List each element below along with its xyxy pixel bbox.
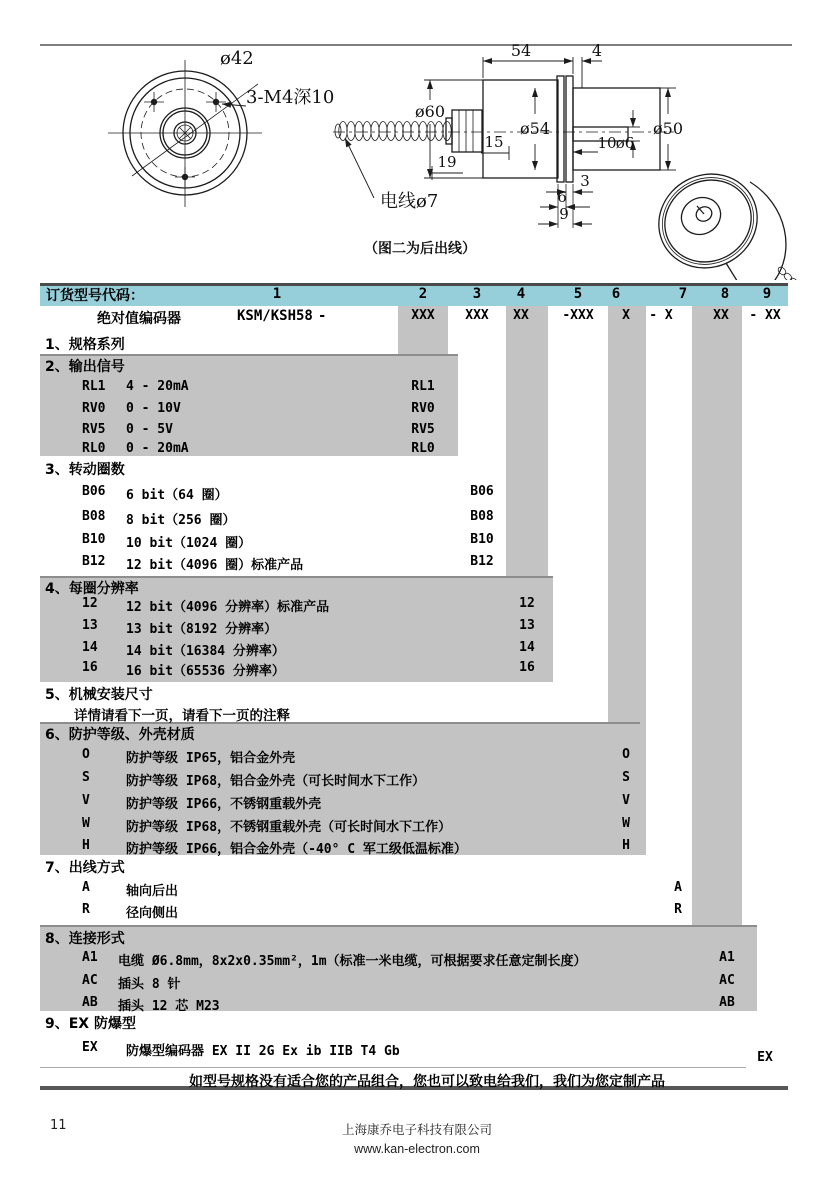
table-row xyxy=(0,793,834,811)
placeholder-col8: XX xyxy=(713,308,729,323)
shaft-housing xyxy=(573,88,660,170)
column-number-1: 1 xyxy=(272,286,282,302)
dim-15: 15 xyxy=(484,133,504,151)
dim-19: 19 xyxy=(437,153,457,171)
row-col-code: RL0 xyxy=(411,441,435,456)
flange-plate-2 xyxy=(566,76,573,182)
placeholder-col2: XXX xyxy=(411,308,435,323)
row-desc: 0 - 5V xyxy=(126,422,173,437)
figure-caption: （图二为后出线） xyxy=(364,241,476,257)
front-holes-label: 3-M4深10 xyxy=(246,87,335,108)
row-col-code: 12 xyxy=(519,596,535,611)
row-code: V xyxy=(82,793,90,808)
table-row xyxy=(0,880,834,898)
model-dash: - xyxy=(318,308,327,324)
cable-gland xyxy=(452,110,482,152)
column-number-7: 7 xyxy=(678,286,688,302)
front-view-drawing xyxy=(108,48,334,207)
section-1-title: 1、规格系列 xyxy=(45,337,125,353)
column-number-8: 8 xyxy=(720,286,730,302)
row-desc: 电缆 Ø6.8mm，8x2x0.35mm²，1m（标准一米电缆，可根据要求任意定制长度） xyxy=(118,954,587,969)
row-col-code: B08 xyxy=(470,509,494,524)
row-desc: 12 bit（4096 分辨率）标准产品 xyxy=(126,600,330,615)
table-row xyxy=(0,747,834,765)
column-number-3: 3 xyxy=(472,286,482,302)
technical-drawings xyxy=(0,0,834,280)
row-desc: 8 bit（256 圈） xyxy=(126,513,236,528)
row-desc: 6 bit（64 圈） xyxy=(126,488,228,503)
row-col-code: A1 xyxy=(719,950,735,965)
row-col-code: AB xyxy=(719,995,735,1010)
row-desc: 防护等级 IP65，铝合金外壳 xyxy=(126,751,296,766)
row-col-code: A xyxy=(674,880,682,895)
row-code: O xyxy=(82,747,90,762)
row-code: S xyxy=(82,770,90,785)
placeholder-col4: XX xyxy=(513,308,529,323)
footer-website: www.kan-electron.com xyxy=(354,1142,480,1156)
section-5-title: 5、机械安装尺寸 xyxy=(45,687,153,703)
order-code-header-bar xyxy=(40,286,788,306)
column-number-4: 4 xyxy=(516,286,526,302)
row-code: 13 xyxy=(82,618,98,633)
row-col-code: H xyxy=(622,838,630,853)
dim-6: 6 xyxy=(557,188,567,206)
row-desc: 防护等级 IP68，不锈钢重载外壳（可长时间水下工作） xyxy=(126,820,452,835)
column-number-5: 5 xyxy=(573,286,583,302)
page-number: 11 xyxy=(50,1118,67,1133)
row-code: RL0 xyxy=(82,441,106,456)
row-col-code: RV0 xyxy=(411,401,435,416)
dim-d60: ø60 xyxy=(415,102,445,121)
section-6-title: 6、防护等级、外壳材质 xyxy=(45,727,195,743)
row-desc: 径向侧出 xyxy=(126,906,179,921)
row-col-code: AC xyxy=(719,973,735,988)
column-number-2: 2 xyxy=(418,286,428,302)
row-code: RV5 xyxy=(82,422,106,437)
row-desc: 13 bit（8192 分辨率） xyxy=(126,622,278,637)
row-col-code: RL1 xyxy=(411,379,435,394)
row-code: 12 xyxy=(82,596,98,611)
encoder-product-icon xyxy=(642,157,816,280)
row-desc: 插头 8 针 xyxy=(118,977,181,992)
row-code: 16 xyxy=(82,660,98,675)
placeholder-col5: -XXX xyxy=(562,308,594,323)
row-code: A1 xyxy=(82,950,98,965)
table-row xyxy=(0,379,834,397)
placeholder-col6: X xyxy=(622,308,630,323)
row-code: RV0 xyxy=(82,401,106,416)
cable-diameter-label: 电线ø7 xyxy=(380,191,439,212)
row-col-code: V xyxy=(622,793,630,808)
table-row xyxy=(0,441,834,459)
row-col-code: B12 xyxy=(470,554,494,569)
row-code: B12 xyxy=(82,554,106,569)
row-col-code: 16 xyxy=(519,660,535,675)
footer-company: 上海康乔电子科技有限公司 xyxy=(341,1122,492,1137)
row-desc: 10 bit（1024 圈） xyxy=(126,536,252,551)
column-number-9: 9 xyxy=(762,286,772,302)
row-desc: 防爆型编码器 EX II 2G Ex ib IIB T4 Gb xyxy=(126,1044,400,1059)
row-code: W xyxy=(82,816,90,831)
table-row xyxy=(0,950,834,968)
row-code: A xyxy=(82,880,90,895)
dim-4: 4 xyxy=(591,41,603,60)
row-code: AB xyxy=(82,995,98,1010)
dim-9: 9 xyxy=(559,205,569,223)
placeholder-col9: - XX xyxy=(749,308,781,323)
placeholder-col3: XXX xyxy=(465,308,489,323)
side-view-drawing xyxy=(333,41,683,257)
row-col-code: RV5 xyxy=(411,422,435,437)
front-diameter-label: ø42 xyxy=(220,48,254,69)
row-desc: 防护等级 IP66，铝合金外壳（-40° C 军工级低温标准） xyxy=(126,842,467,857)
table-row xyxy=(0,816,834,834)
table-row xyxy=(0,618,834,636)
row-col-code: B06 xyxy=(470,484,494,499)
dim-d50: ø50 xyxy=(653,119,683,138)
dim-3: 3 xyxy=(580,172,590,190)
dim-d54: ø54 xyxy=(520,119,550,138)
section-3-title: 3、转动圈数 xyxy=(45,462,125,478)
dim-54: 54 xyxy=(510,41,532,60)
section-8-title: 8、连接形式 xyxy=(45,931,125,947)
table-row xyxy=(0,596,834,614)
row-code: B08 xyxy=(82,509,106,524)
section-9-title: 9、EX 防爆型 xyxy=(45,1016,136,1032)
table-row xyxy=(0,770,834,788)
row-code: AC xyxy=(82,973,98,988)
table-row xyxy=(0,995,834,1013)
row-desc: 插头 12 芯 M23 xyxy=(118,999,220,1014)
product-model: KSM/KSH58 xyxy=(237,308,313,324)
table-row xyxy=(0,660,834,678)
table-row xyxy=(0,401,834,419)
table-row xyxy=(0,532,834,550)
row-col-code: S xyxy=(622,770,630,785)
placeholder-col7: - X xyxy=(649,308,673,323)
table-row xyxy=(0,509,834,527)
table-row xyxy=(0,554,834,572)
row-col-code: O xyxy=(622,747,630,762)
row-desc: 防护等级 IP68，铝合金外壳（可长时间水下工作） xyxy=(126,774,426,789)
dim-d6: ø6 xyxy=(615,134,635,152)
row-col-code: W xyxy=(622,816,630,831)
row-desc: 0 - 10V xyxy=(126,401,181,416)
section-2-title: 2、输出信号 xyxy=(45,359,125,375)
dim-10: 10 xyxy=(597,134,617,152)
section-4-title: 4、每圈分辨率 xyxy=(45,581,139,597)
note-divider xyxy=(40,1067,746,1068)
table-row xyxy=(0,1040,834,1065)
custom-order-note: 如型号规格没有适合您的产品组合，您也可以致电给我们，我们为您定制产品 xyxy=(189,1074,665,1090)
cable-coil xyxy=(335,122,451,141)
product-cable xyxy=(777,266,817,280)
table-row xyxy=(0,640,834,658)
section-5-detail: 详情请看下一页，请看下一页的注释 xyxy=(74,708,290,724)
product-name: 绝对值编码器 xyxy=(97,311,181,327)
row-desc: 0 - 20mA xyxy=(126,441,189,456)
row-desc: 14 bit（16384 分辨率） xyxy=(126,644,285,659)
row-col-code: EX xyxy=(757,1050,773,1065)
row-col-code: R xyxy=(674,902,682,917)
table-row xyxy=(0,422,834,440)
row-code: EX xyxy=(82,1040,98,1055)
row-code: 14 xyxy=(82,640,98,655)
table-row xyxy=(0,484,834,502)
row-code: H xyxy=(82,838,90,853)
order-code-title: 订货型号代码： xyxy=(46,288,144,304)
column-number-6: 6 xyxy=(611,286,621,302)
row-code: B10 xyxy=(82,532,106,547)
row-code: R xyxy=(82,902,90,917)
row-col-code: 13 xyxy=(519,618,535,633)
row-desc: 轴向后出 xyxy=(126,884,179,899)
product-code-row xyxy=(0,308,834,328)
row-desc: 12 bit（4096 圈）标准产品 xyxy=(126,558,304,573)
row-col-code: 14 xyxy=(519,640,535,655)
table-row xyxy=(0,902,834,920)
row-desc: 4 - 20mA xyxy=(126,379,189,394)
section-7-title: 7、出线方式 xyxy=(45,860,125,876)
table-row xyxy=(0,838,834,856)
row-desc: 16 bit（65536 分辨率） xyxy=(126,664,285,679)
row-code: RL1 xyxy=(82,379,106,394)
row-col-code: B10 xyxy=(470,532,494,547)
table-row xyxy=(0,973,834,991)
row-desc: 防护等级 IP66，不锈钢重载外壳 xyxy=(126,797,322,812)
row-code: B06 xyxy=(82,484,106,499)
